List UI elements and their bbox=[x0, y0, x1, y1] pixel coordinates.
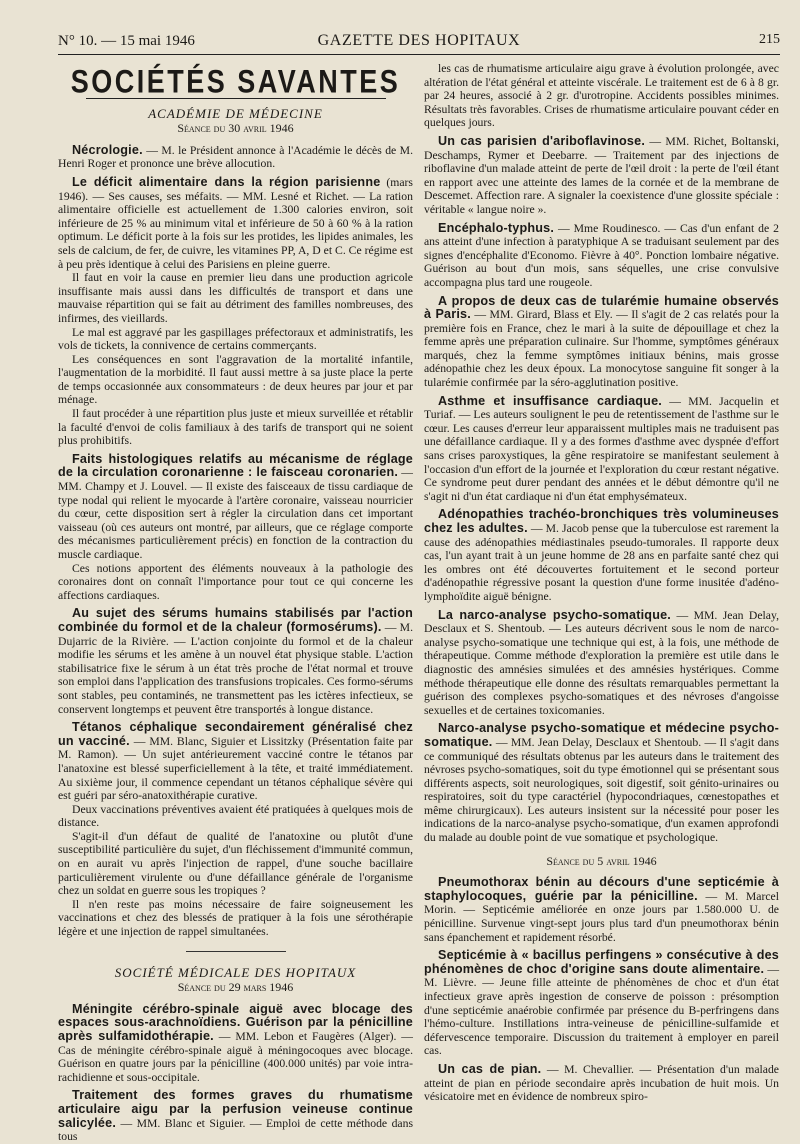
article-paragraph bbox=[58, 407, 413, 448]
article-text: (mars 1946). — Ses causes, ses méfaits. — MM. Lesné et Richet. — La ration alimentaire officielle est actuellement de 1.300 calories environ, soit inférieure de 25 % au minimum vital et inférieure de 50 à 60 % à la ration optimum. Le déficit porte à la fois sur les protides, les lipides animales, les sels de calcium, de fer, de cuivre, les vitamines PP, A, D et C. Ce régime est à peu près identique à celui des Parisiens en pleine guerre. bbox=[58, 175, 413, 271]
session-date-academie: Séance du 30 avril 1946 bbox=[177, 121, 294, 136]
page-header bbox=[58, 30, 780, 52]
article-heading: Un cas de pian. bbox=[438, 1061, 542, 1076]
article-text: — M. Lièvre. — Jeune fille atteinte de phénomènes de choc et d'un état infectieux grave après ingestion de conserve de poisson : présomption d'une septicémie anaérobie confirmée par présence du B-perfringens dans l'hémo-culture. Instillations intra-veineuse de pénicilline-sulfamide et défervescence temporaire. Discussion du traitement à employer en pareil cas. bbox=[424, 962, 780, 1058]
article-text: Les conséquences en sont l'aggravation de la mortalité infantile, l'augmentation de la morbidité. Il faut aussi mettre à sa juste place la perte de temps occasionnée aux consommateurs : de deux heures par jour et par ménage. bbox=[58, 352, 413, 407]
article-heading: Nécrologie. bbox=[72, 142, 143, 157]
article-text: S'agit-il d'un défaut de qualité de l'anatoxine ou plutôt d'une susceptibilité particulière du sujet, d'un fléchissement d'immunité commun, on en aurait vu après l'injection de rappel, d'une souche bacillaire particulièrement virulente ou d'une défaillance générale de l'organisme chez un soldat en guerre sous les tropiques ? bbox=[58, 829, 413, 898]
article-heading: La narco-analyse psycho-somatique. bbox=[438, 607, 671, 622]
article-heading: A propos de deux cas de tularémie humaine observés à Paris. bbox=[424, 293, 779, 322]
article-paragraph bbox=[58, 607, 413, 716]
article-text: — M. Jacob pense que la tuberculose est rarement la cause des adénopathies médiastinales pseudo-tumorales. Il rapporte deux cas, l'un ayant trait à un jeune homme de 28 ans en parfaite santé chez qui les ombres ont été découvertes fortuitement et le second porteur d'adénopathie régressive posant la question d'une forme inusitée d'adéno-lymphoïdite aiguë bénigne. bbox=[424, 522, 779, 603]
header-rule bbox=[58, 54, 780, 55]
smh-articles bbox=[58, 1003, 413, 1144]
article-paragraph bbox=[424, 508, 779, 603]
article-heading: Au sujet des sérums humains stabilisés par l'action combinée du formol et de la chaleur (formosérums). bbox=[58, 606, 413, 634]
article-text: Ces notions apportent des éléments nouveaux à la pathologie des coronaires dont on connaît l'importance pour tout ce qui concerne les affections cardiaques. bbox=[58, 561, 413, 602]
section-title: SOCIÉTÉS SAVANTES bbox=[70, 63, 401, 100]
session-date-smh: Séance du 29 mars 1946 bbox=[177, 980, 294, 995]
article-heading: Narco-analyse psycho-somatique et médecine psycho-somatique. bbox=[424, 721, 779, 749]
right-articles-b bbox=[424, 876, 779, 1104]
article-text: — MM. Blanc et Siguier. — Emploi de cette méthode dans tous bbox=[58, 1116, 413, 1144]
society-name-smh: SOCIÉTÉ MÉDICALE DES HOPITAUX bbox=[114, 964, 357, 980]
article-paragraph bbox=[58, 144, 413, 171]
left-column bbox=[58, 62, 413, 1144]
article-paragraph bbox=[58, 353, 413, 407]
article-paragraph bbox=[424, 295, 779, 390]
article-heading: Traitement des formes graves du rhumatisme articulaire aigu par la perfusion veineuse continue salicylée. bbox=[58, 1088, 413, 1130]
article-paragraph bbox=[424, 876, 779, 944]
article-paragraph bbox=[58, 176, 413, 271]
article-text: Le mal est aggravé par les gaspillages préfectoraux et administratifs, les vols de tickets, la connivence de certains commerçants. bbox=[58, 325, 413, 353]
academie-articles bbox=[58, 144, 413, 939]
page-number: 215 bbox=[759, 32, 780, 47]
issue-date: N° 10. — 15 mai 1946 bbox=[58, 33, 195, 49]
article-heading: Adénopathies trachéo-bronchiques très volumineuses chez les adultes. bbox=[424, 507, 779, 535]
article-paragraph bbox=[424, 722, 779, 844]
article-text: — M. Chevallier. — Présentation d'un malade atteint de pian en période secondaire après incubation de huit mois. Un vésicatoire met en évidence de nombreux spiro- bbox=[424, 1062, 779, 1104]
article-heading: Tétanos céphalique secondairement généralisé chez un vacciné. bbox=[58, 720, 413, 748]
article-heading: Encéphalo-typhus. bbox=[438, 220, 555, 235]
article-heading: Méningite cérébro-spinale aiguë avec blocage des espaces sous-arachnoïdiens. Guérison par la pénicilline après sulfamidothérapie. bbox=[58, 1001, 413, 1043]
article-text: — MM. Richet, Boltanski, Deschamps, Rymer et Deebarre. — Traitement par des injections de riboflavine d'un malade atteint de perte de l'œil droit : la perte de l'œil étant en rapport avec une atteinte des lames de la cornée et de la membrane de Descemet. Affection rare. A signaler la coexistence d'une glossite spéciale : véritable « langue noire ». bbox=[424, 134, 779, 216]
article-text: — MM. Jean Delay, Desclaux et S. Shentoub. — Les auteurs décrivent sous le nom de narco-analyse psycho-somatique une technique qui est, à la fois, une méthode de thérapeutique. Comme méthode d'exploration la première est utile dans le diagnostic des amnésies simulées et des amnésies hystériques. Comme méthode thérapeutique elle donne des résultats remarquables permettant la guérison des complexes psycho-somatiques et des névroses d'angoisse sexuelles et de certaines toxicomanies. bbox=[424, 608, 779, 717]
article-paragraph bbox=[424, 135, 779, 217]
article-text: — MM. Champy et J. Louvel. — Il existe des faisceaux de tissu cardiaque de type nodal qui relient le myocarde à l'artère coronaire, vaisseau nourricier du cœur, cette disposition sert à régler la circulation dans cet important vaisseau (où ces auteurs ont montré, par ailleurs, que ce réglage comporte des mécanismes particulièrement précis) en fonction de la contraction du muscle cardiaque. bbox=[58, 466, 413, 561]
session-date-second: Séance du 5 avril 1946 bbox=[546, 853, 657, 868]
article-paragraph bbox=[58, 271, 413, 325]
article-paragraph bbox=[424, 949, 779, 1058]
article-text: — M. le Président annonce à l'Académie le décès de M. Henri Roger et prononce une brève allocution. bbox=[58, 143, 413, 171]
article-paragraph bbox=[424, 395, 779, 504]
article-text: — M. Marcel Morin. — Septicémie améliorée en onze jours par 1.580.000 U. de pénicilline. Survenue vingt-sept jours plus tard d'un pneumothorax bénin sans épanchement et rapidement résorbé. bbox=[424, 889, 779, 944]
article-paragraph bbox=[424, 609, 779, 718]
right-articles-a bbox=[424, 62, 779, 845]
article-text: Il n'en reste pas moins nécessaire de faire soigneusement les vaccinations et chez des blessés de pratiquer à la fois une sérothérapie légère et une injection de rappel simultanées. bbox=[58, 897, 413, 939]
article-text: — M. Dujarric de la Rivière. — L'action conjointe du formol et de la chaleur modifie les sérums et les amène à un nouvel état physique stable. L'action stabilisatrice fixe le sérum à un état très proche de l'état normal et trouve son emploi dans l'application des transfusions tropicales. Ces formo-sérums sont stables, peu contaminés, ne transmettent pas les ictères infectieux, se conservent longtemps et peuvent être transportés à longue distance. bbox=[58, 620, 413, 716]
article-paragraph bbox=[424, 62, 779, 130]
article-paragraph bbox=[58, 721, 413, 803]
article-paragraph bbox=[58, 803, 413, 830]
article-paragraph bbox=[58, 830, 413, 898]
article-paragraph bbox=[424, 1063, 779, 1104]
article-text: Il faut en voir la cause en premier lieu dans une production agricole insuffisante mais aussi dans les difficultés de transport et dans une mauvaise répartition qui se fait au détriment des familles nombreuses, des infirmes, des vieillards. bbox=[58, 271, 413, 325]
article-paragraph bbox=[58, 326, 413, 353]
article-heading: Un cas parisien d'ariboflavinose. bbox=[438, 133, 646, 148]
article-paragraph bbox=[58, 1003, 413, 1085]
article-paragraph bbox=[58, 1089, 413, 1143]
article-heading: Pneumothorax bénin au décours d'une septicémie à staphylocoques, guérie par la pénicilline. bbox=[424, 875, 779, 903]
article-text: — MM. Jacquelin et Turiaf. — Les auteurs soulignent le peu de retentissement de l'asthme sur le cœur. Les causes d'erreur leur apparaissent multiples mais ne traduisent pas une défaillance cardiaque. Il y a des formes d'asthme avec dyspnée d'effort sans crises paroxystiques, la gêne respiratoire se manifestant seulement à l'occasion d'un effort de la journée et l'exploration du cœur restant négative. Ce syndrome peut durer pendant des années et le début démontre qu'il ne s'agit ni d'un état cardiaque ni d'un état emphysémateux. bbox=[424, 394, 779, 503]
article-text: — MM. Girard, Blass et Ely. — Il s'agit de 2 cas relatés pour la première fois en France, chez le mari à la suite de dépouillage et chez la femme après une préparation culinaire. Sur l'homme, symptômes généraux marqués, chez la femme symptômes initiaux bénins, mais grosse adénopathie chez les deux époux. La monocytose sanguine fit songer à la tularémie confirmée par la séro-agglutination positive. bbox=[424, 308, 779, 390]
society-name-academie: ACADÉMIE DE MÉDECINE bbox=[148, 105, 323, 121]
article-paragraph bbox=[58, 453, 413, 562]
article-text: — Mme Roudinesco. — Cas d'un enfant de 2 ans atteint d'une infection à paratyphique A se traduisant seulement par des signes d'encéphalite d'Economo. Fièvre à 40°. Ponction lombaire négative. Guérison au bout d'un mois, sans séquelles, une crise convulsive accompagna plus tard une rougeole. bbox=[424, 221, 779, 289]
article-text: Il faut procéder à une répartition plus juste et mieux surveillée et rétablir la faculté d'envoi de colis familiaux à des tarifs de transport qui ne soient plus prohibitifs. bbox=[58, 407, 413, 448]
article-paragraph bbox=[424, 222, 779, 290]
article-paragraph bbox=[58, 898, 413, 939]
article-text: — MM. Blanc, Siguier et Lissitzky (Présentation faite par M. Ramon). — Un sujet antérieurement vacciné contre le tétanos par l'anatoxine est blessé superficiellement à la tête, et traité immédiatement. Au sixième jour, il commence cependant un tétanos céphalique sévère qui est guéri par séro-anatoxithérapie curative. bbox=[58, 734, 414, 803]
article-heading: Le déficit alimentaire dans la région parisienne bbox=[72, 174, 381, 189]
journal-title: GAZETTE DES HOPITAUX bbox=[317, 32, 521, 49]
article-text: — MM. Lebon et Faugères (Alger). — Cas de méningite cérébro-spinale aiguë à méningocoques avec blocage. Guérison en quatre jours par la pénicilline (400.000 unités) par voie intra-rachidienne et sous-occipitale. bbox=[58, 1030, 413, 1084]
article-text: Deux vaccinations préventives avaient été pratiquées à quelques mois de distance. bbox=[58, 802, 413, 830]
article-heading: Asthme et insuffisance cardiaque. bbox=[438, 393, 662, 408]
article-heading: Faits histologiques relatifs au mécanisme de réglage de la circulation coronarienne : le faisceau coronarien. bbox=[58, 451, 413, 480]
article-heading: Septicémie à « bacillus perfingens » consécutive à des phénomènes de choc d'origine sans doute alimentaire. bbox=[424, 948, 779, 976]
right-column bbox=[424, 62, 779, 1104]
section-divider bbox=[186, 951, 286, 952]
article-text: — MM. Jean Delay, Desclaux et Shentoub. — Il s'agit dans ce communiqué des résultats obtenus par les auteurs dans le traitement des névroses psycho-somatiques, soit du type émotionnel qui se présentant sous différents aspects, soit neurologiques, soit digestif, soit génito-urinaires ou respiratoires, soit du type caractériel (hypocondriaques, cœnestopathes et même chirurgicaux). Les auteurs insistent sur la nécessité pour poser les indications de la narco-analyse psycho-somatique, d'un examen approfondi du malade au double point de vue somatique et psychologique. bbox=[424, 735, 779, 845]
article-paragraph bbox=[58, 562, 413, 603]
article-text: les cas de rhumatisme articulaire aigu grave à évolution prolongée, avec altération de l'état général et atteinte viscérale. Le traitement est de 6 à 8 gr. par 24 heures, associé à 2 gr. d'urotropine. Accidents possibles minimes. Résultats très favorables. Crises de rhumatisme articulaire pouvant céder en quelques jours. bbox=[424, 62, 779, 130]
